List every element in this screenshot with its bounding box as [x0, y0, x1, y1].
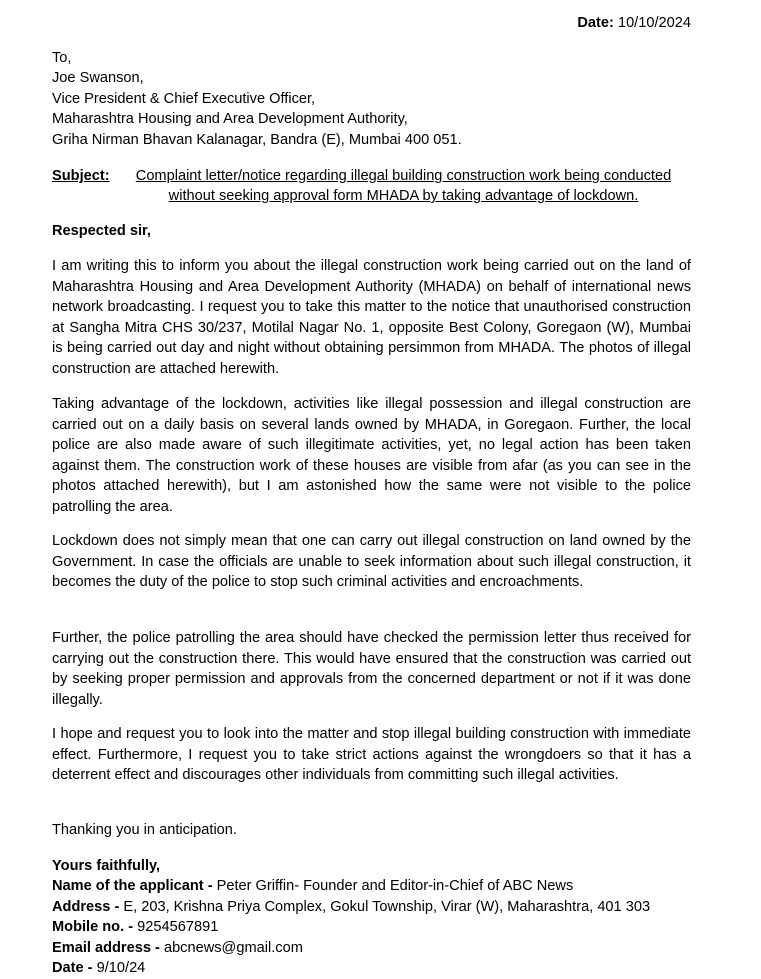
recipient-to: To,	[52, 50, 72, 66]
recipient-name: Joe Swanson,	[52, 70, 144, 87]
body-paragraph: Lockdown does not simply mean that one can carry out illegal construction on land owned by the Government. In case the officials are unable to seek information about such illegal construction, it becomes the duty of the police to stop such criminal activities and encroachments.	[52, 533, 691, 591]
signature-date-value: 9/10/24	[96, 960, 146, 977]
date-value: 10/10/2024	[617, 15, 691, 31]
closing-thanks: Thanking you in anticipation.	[52, 822, 237, 838]
letter-date	[577, 13, 691, 33]
applicant-name-line	[52, 876, 732, 896]
body-paragraph: Further, the police patrolling the area should have checked the permission letter thus received for carrying out the construction there. This would have ensured that the construction was carried out by seeking proper permission and approvals from the concerned department or not if it was done illegally.	[52, 630, 691, 708]
mobile-value: 9254567891	[137, 919, 219, 936]
signature-block	[52, 856, 732, 978]
recipient-title: Vice President & Chief Executive Officer,	[52, 90, 316, 107]
recipient-street-address: Griha Nirman Bhavan Kalanagar, Bandra (E), Mumbai 400 051.	[52, 131, 462, 148]
applicant-value: Peter Griffin- Founder and Editor-in-Chief of ABC News	[216, 878, 574, 895]
subject-label: Subject:	[52, 168, 110, 184]
date-label: Date:	[577, 15, 614, 31]
email-value: abcnews@gmail.com	[163, 939, 303, 956]
mobile-line	[52, 917, 732, 937]
subject-line	[52, 166, 691, 206]
body-paragraph: I hope and request you to look into the matter and stop illegal building construction with immediate effect. Furthermore, I request you to take strict actions against the wrongdoers so that it has a deterrent effect and discourages other individuals from committing such illegal activities.	[52, 726, 691, 784]
signoff-line: Yours faithfully,	[52, 858, 161, 874]
signature-date-label: Date -	[52, 960, 93, 977]
signature-date-line	[52, 958, 732, 978]
applicant-label: Name of the applicant -	[52, 878, 213, 895]
recipient-organization: Maharashtra Housing and Area Development Authority,	[52, 111, 408, 128]
subject-text: Complaint letter/notice regarding illegal building construction work being conducted without seeking approval form MHADA by taking advantage of lockdown.	[135, 168, 672, 204]
address-label: Address -	[52, 898, 120, 915]
applicant-address-line	[52, 897, 732, 917]
email-line	[52, 938, 732, 958]
salutation: Respected sir,	[52, 223, 151, 239]
body-paragraph: Taking advantage of the lockdown, activities like illegal possession and illegal construction are carried out on a daily basis on several lands owned by MHADA, in Goregaon. Further, the local police are also made aware of such illegitimate activities, yet, no legal action has been taken against them. The construction work of these houses are visible from afar (as you can see in the photos attached herewith), but I am astonished how the same were not visible to the police patrolling the area.	[52, 396, 691, 515]
email-label: Email address -	[52, 939, 160, 956]
recipient-address	[52, 48, 462, 150]
address-value: E, 203, Krishna Priya Complex, Gokul Township, Virar (W), Maharashtra, 401 303	[123, 898, 651, 915]
mobile-label: Mobile no. -	[52, 919, 134, 936]
body-paragraph: I am writing this to inform you about the illegal construction work being carried out on the land of Maharashtra Housing and Area Development Authority (MHADA) on behalf of international news network broadcasting. I request you to take this matter to the notice that unauthorised construction at Sangha Mitra CHS 30/237, Motilal Nagar No. 1, opposite Best Colony, Goregaon (W), Mumbai is being carried out day and night without obtaining persimmon from MHADA. The photos of illegal construction are attached herewith.	[52, 258, 691, 377]
